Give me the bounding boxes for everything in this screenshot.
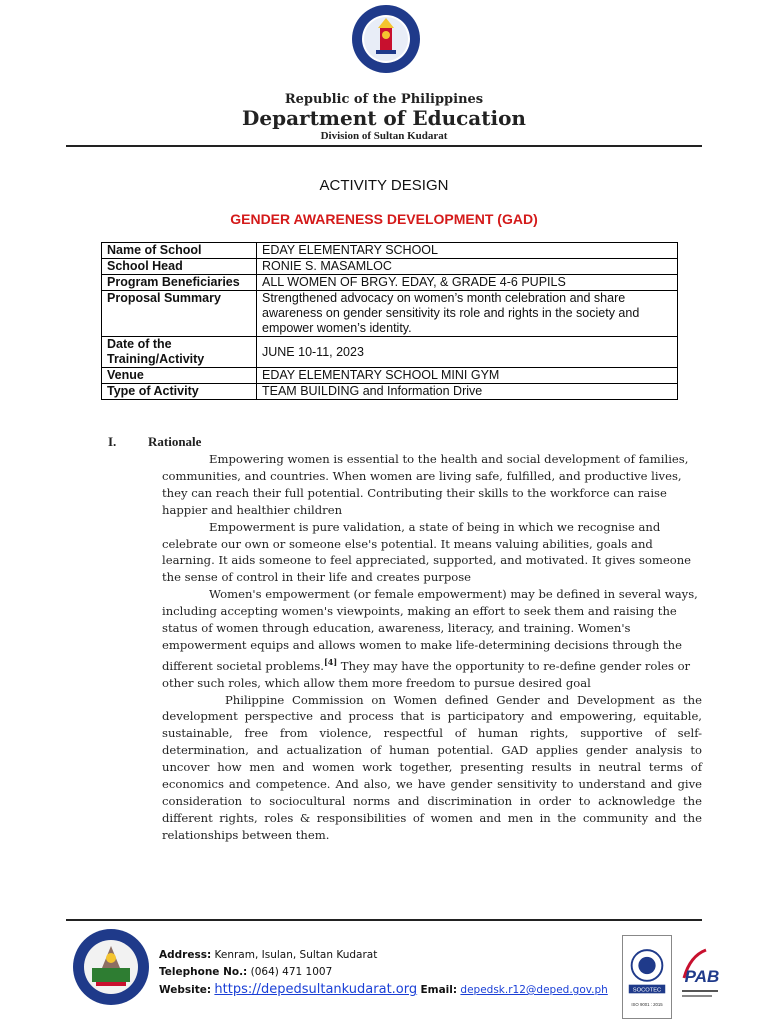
footer-divider [66, 919, 702, 921]
row-label: Name of School [102, 243, 257, 259]
section-heading [108, 434, 201, 450]
section-title: Rationale [148, 434, 202, 449]
row-value: EDAY ELEMENTARY SCHOOL [257, 243, 678, 259]
header-divider [66, 145, 702, 147]
info-table [101, 242, 678, 400]
address-label: Address: [159, 949, 212, 961]
section-number: I. [108, 434, 117, 449]
row-value: JUNE 10-11, 2023 [257, 337, 678, 368]
cert-name: SOCOTEC [632, 987, 662, 994]
row-value: Strengthened advocacy on women’s month celebration and share awareness on gender sensitivity its role and rights in the society and empower women’s identity. [257, 291, 678, 337]
table-row [102, 368, 678, 384]
email-label: Email: [420, 984, 458, 996]
paragraph: Empowerment is pure validation, a state of being in which we recognise and celebrate our own or someone else's potential. It means valuing abilities, goals and learning. It aids someone to feel appreciated, supported, and motivated. It gives someone the sense of control in their life and creates purpose [162, 519, 692, 585]
cert-iso: ISO 9001 : 2015 [631, 1001, 663, 1007]
row-label: School Head [102, 259, 257, 275]
row-label: Program Beneficiaries [102, 275, 257, 291]
row-label: Proposal Summary [102, 291, 257, 337]
paragraph: Philippine Commission on Women defined Gender and Development as the development perspective and process that is participatory and empowering, equitable, sustainable, free from violence, respectful of human rights, supportive of self-determination, and actualization of human potential. GAD applies gender analysis to uncover how men and women work together, presenting results in neutral terms of economics and competence. And also, we have gender sensitivity to understand and give consideration to sociocultural norms and discrimination in order to acknowledge the different rights, roles & responsibilities of women and men in the community and the relationships between them. [162, 692, 702, 842]
row-value: TEAM BUILDING and Information Drive [257, 384, 678, 400]
division-seal-icon [72, 928, 150, 1006]
pab-logo-icon [676, 938, 724, 1008]
rationale-body [162, 451, 702, 844]
web-line [159, 981, 608, 999]
pab-name: PAB [684, 967, 720, 986]
table-row [102, 275, 678, 291]
table-row [102, 384, 678, 400]
address-line [159, 947, 608, 964]
department-heading: Department of Education [242, 106, 526, 130]
row-label: Type of Activity [102, 384, 257, 400]
row-label: Venue [102, 368, 257, 384]
document-title: ACTIVITY DESIGN [319, 177, 449, 194]
website-link[interactable]: https://depedsultankudarat.org [214, 982, 418, 997]
table-row [102, 337, 678, 368]
paragraph [162, 586, 702, 691]
address-value: Kenram, Isulan, Sultan Kudarat [214, 949, 378, 961]
email-link[interactable]: depedsk.r12@deped.gov.ph [460, 984, 608, 996]
footer-contact [159, 947, 608, 999]
row-value: RONIE S. MASAMLOC [257, 259, 678, 275]
paragraph-text: They may have the opportunity to re-define gender roles or other such roles, which allow them more freedom to pursue desired goal [162, 658, 691, 690]
row-label: Date of the Training/Activity [102, 337, 257, 368]
table-row [102, 243, 678, 259]
phone-label: Telephone No.: [159, 966, 248, 978]
document-subtitle: GENDER AWARENESS DEVELOPMENT (GAD) [230, 211, 538, 227]
deped-seal-icon [351, 4, 421, 74]
website-label: Website: [159, 984, 212, 996]
phone-value: (064) 471 1007 [250, 966, 333, 978]
phone-line [159, 964, 608, 981]
citation-ref: [4] [323, 656, 338, 667]
paragraph: Empowering women is essential to the health and social development of families, communities, and countries. When women are living safe, fulfilled, and productive lives, they can reach their full potential. Contributing their skills to the workforce can raise happier and healthier children [162, 452, 689, 517]
table-row [102, 259, 678, 275]
row-value: ALL WOMEN OF BRGY. EDAY, & GRADE 4-6 PUPILS [257, 275, 678, 291]
division-heading: Division of Sultan Kudarat [320, 130, 448, 142]
table-row [102, 291, 678, 337]
socotec-logo-icon [622, 935, 672, 1019]
row-value: EDAY ELEMENTARY SCHOOL MINI GYM [257, 368, 678, 384]
paragraph-text: Women's empowerment (or female empowerment) may be defined in several ways, including accepting women's viewpoints, making an effort to seek them and raising the status of women through education, awareness, literacy, and training. Women's empowerment equips and allows women to make life-determining decisions through the different societal problems. [162, 587, 698, 673]
republic-heading: Republic of the Philippines [284, 92, 484, 107]
